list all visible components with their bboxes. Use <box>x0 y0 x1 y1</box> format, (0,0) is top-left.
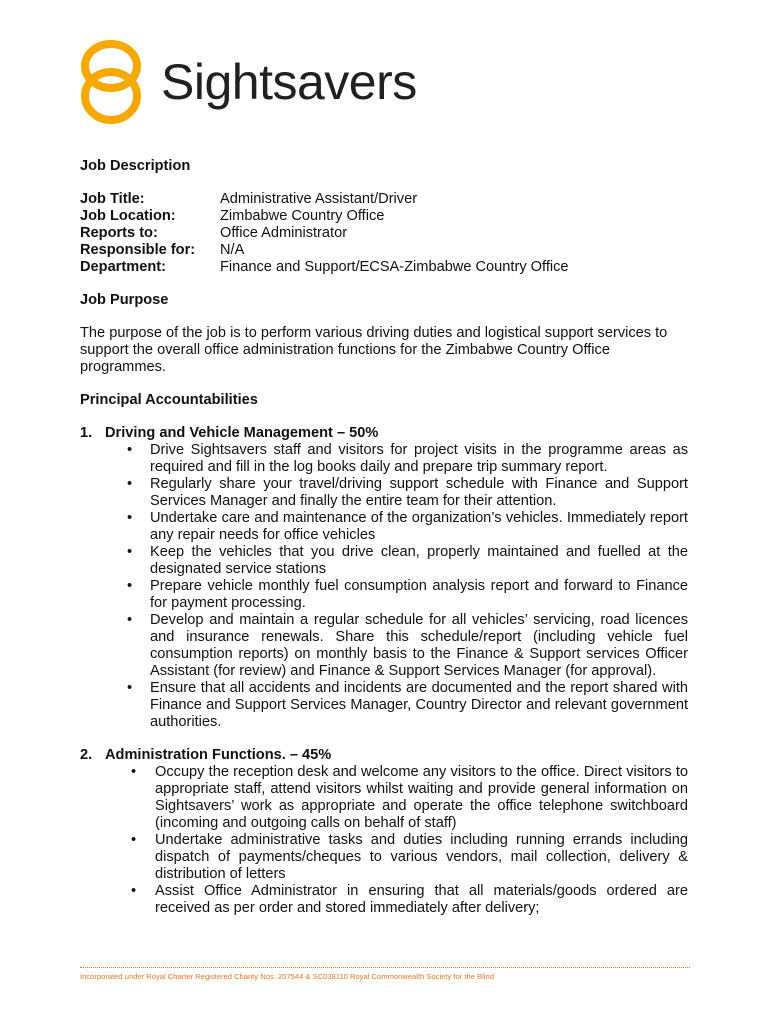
section-2-list <box>80 764 688 917</box>
field-job-location: Job Location: Zimbabwe Country Office <box>80 208 385 224</box>
document-heading: Job Description <box>80 158 191 174</box>
list-item: • Undertake administrative tasks and duties including running errands including dispatch of payments/cheques to various vendors, mail collection, delivery & distribution of letters <box>131 832 688 882</box>
section-1-heading: 1. Driving and Vehicle Management – 50% <box>80 425 379 441</box>
list-item: • Drive Sightsavers staff and visitors for project visits in the programme areas as required and fill in the log books daily and prepare trip summary report. <box>127 442 688 475</box>
field-reports-to: Reports to: Office Administrator <box>80 225 348 241</box>
field-department: Department: Finance and Support/ECSA-Zimbabwe Country Office <box>80 259 569 275</box>
purpose-text: The purpose of the job is to perform various driving duties and logistical support services to support the overall office administration functions for the Zimbabwe Country Office programmes. <box>80 325 668 375</box>
field-responsible-for: Responsible for: N/A <box>80 242 245 258</box>
bullet-icon: • <box>127 578 133 594</box>
bullet-icon: • <box>127 476 133 492</box>
bullet-icon: • <box>131 832 137 848</box>
list-item: • Undertake care and maintenance of the organization’s vehicles. Immediately report any repair needs for office vehicles <box>127 510 688 543</box>
list-item: • Prepare vehicle monthly fuel consumption analysis report and forward to Finance for payment processing. <box>127 578 688 611</box>
bullet-icon: • <box>127 680 133 696</box>
list-item: • Keep the vehicles that you drive clean, properly maintained and fuelled at the designated service stations <box>127 544 688 577</box>
list-item: • Occupy the reception desk and welcome any visitors to the office. Direct visitors to appropriate staff, attend visitors whilst waiting and provide general information on Sightsavers’ work as appropriate and operate the office telephone switchboard (incoming and outgoing calls on behalf of staff) <box>131 764 688 831</box>
sightsavers-rings-icon <box>78 38 148 128</box>
section-1-list <box>80 442 688 731</box>
list-item: • Ensure that all accidents and incidents are documented and the report shared with Finance and Support Services Manager, Country Director and relevant government authorities. <box>127 680 688 730</box>
list-item: • Regularly share your travel/driving support schedule with Finance and Support Services Manager and finally the entire team for their attention. <box>127 476 688 509</box>
bullet-icon: • <box>127 544 133 560</box>
footer-text: Incorporated under Royal Charter Registered Charity Nos. 207544 & SC038110 Royal Commonwealth Society for the Blind <box>80 972 494 981</box>
document-body <box>80 158 688 917</box>
accountabilities-heading: Principal Accountabilities <box>80 392 258 408</box>
job-fields <box>80 191 688 276</box>
list-item: • Assist Office Administrator in ensuring that all materials/goods ordered are received as per order and stored immediately after delivery; <box>131 883 688 916</box>
list-item: • Develop and maintain a regular schedule for all vehicles’ servicing, road licences and insurance renewals. Share this schedule/report (including vehicle fuel consumption reports) on monthly basis to the Finance & Support services Officer Assistant (for review) and Finance & Support Services Manager (for approval). <box>127 612 688 679</box>
bullet-icon: • <box>127 612 133 628</box>
bullet-icon: • <box>127 442 133 458</box>
brand-name: Sightsavers <box>161 54 417 110</box>
bullet-icon: • <box>131 764 137 780</box>
purpose-heading: Job Purpose <box>80 292 169 308</box>
bullet-icon: • <box>131 883 137 899</box>
section-2-heading: 2. Administration Functions. – 45% <box>80 747 332 763</box>
footer-divider <box>80 967 690 968</box>
bullet-icon: • <box>127 510 133 526</box>
field-job-title: Job Title: Administrative Assistant/Driver <box>80 191 418 207</box>
